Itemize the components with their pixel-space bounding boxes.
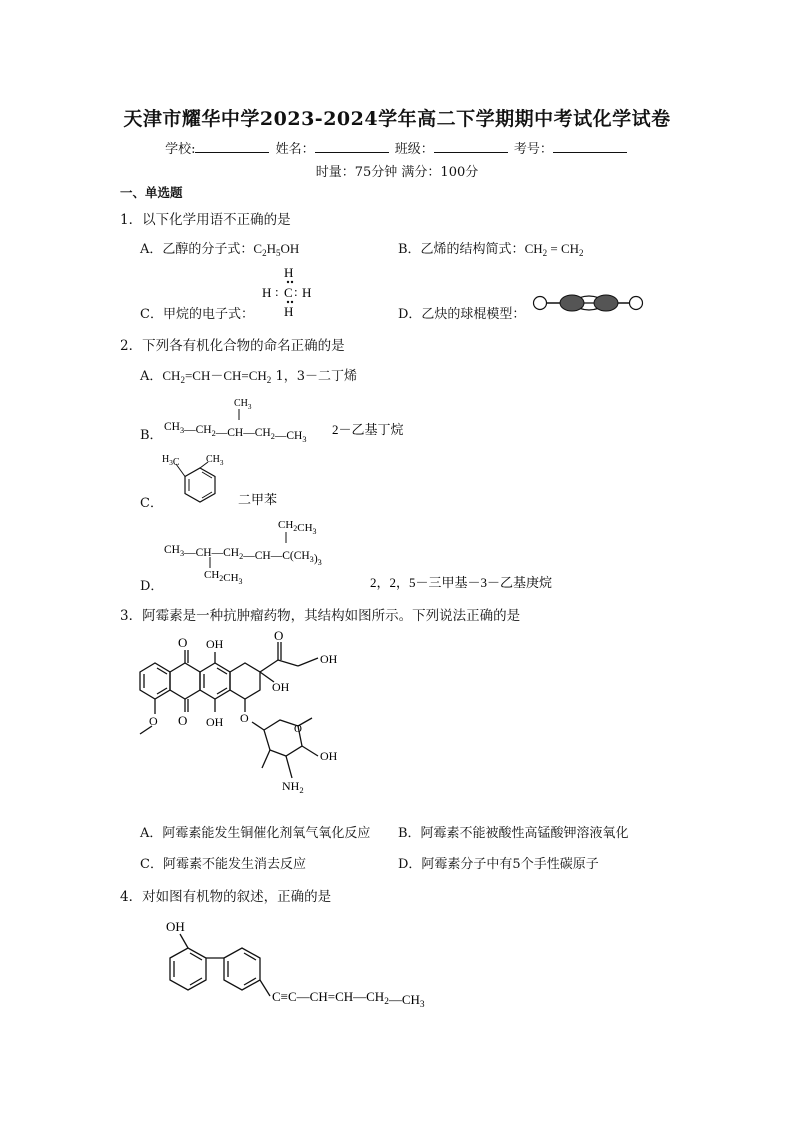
q1-stem: 1．以下化学用语不正确的是	[120, 212, 291, 228]
class-blank[interactable]	[434, 140, 508, 153]
h-atom-left	[534, 297, 547, 310]
q1-a-label: A．乙醇的分子式：	[140, 242, 254, 257]
exam-title: 天津市耀华中学2023-2024学年高二下学期期中考试化学试卷	[123, 108, 671, 130]
q1-c-label: C．甲烷的电子式：	[140, 307, 254, 322]
q1-b-label: B．乙烯的结构简式：	[398, 242, 525, 257]
q3-option-a[interactable]: A．阿霉素能发生铜催化剂氧气氧化反应	[140, 826, 371, 841]
q3-oh-1: OH	[206, 637, 224, 651]
methane-sep-right: :	[294, 284, 298, 299]
q4-stem: 4．对如图有机物的叙述，正确的是	[120, 889, 332, 905]
q2-d-structure	[160, 512, 580, 592]
q4-side-chain: $C\equiv C—CH=CH—CH_2—CH_3$	[272, 989, 425, 1010]
q2-a-formula: $CH_2=CH-CH=CH_2$	[162, 368, 272, 385]
q1-option-c[interactable]	[140, 303, 254, 322]
q2-c-right-methyl: $CH_3$	[206, 454, 224, 467]
q4-oh: OH	[166, 919, 185, 934]
q2-c-name: 二甲苯	[238, 492, 278, 507]
name-label: 姓名：	[275, 142, 315, 157]
q1-option-b[interactable]	[398, 238, 584, 258]
acetylene-ball-stick-model	[532, 290, 644, 316]
q2-d-label: D．	[140, 579, 164, 594]
doxorubicin-structure	[122, 628, 382, 814]
q1-d-label: D．乙炔的球棍模型：	[398, 307, 526, 322]
q3-option-d[interactable]: D．阿霉素分子中有5个手性碳原子	[398, 857, 599, 872]
q1-b-formula: $CH_2 = CH_2$	[524, 241, 584, 258]
school-label: 学校:	[165, 142, 196, 157]
q2-c-xylene-structure	[160, 448, 290, 508]
methane-h-right: H	[302, 285, 312, 300]
q3-o-glycoside: O	[240, 711, 249, 725]
q2-b-label: B．	[140, 428, 163, 443]
school-blank[interactable]	[195, 140, 269, 153]
number-label: 考号：	[513, 142, 553, 157]
methane-h-bottom: H	[284, 304, 294, 319]
q3-option-c[interactable]: C．阿霉素不能发生消去反应	[140, 857, 306, 872]
methane-sep-left: :	[275, 284, 279, 299]
q3-oh-4: OH	[272, 680, 290, 694]
q3-oh-5: OH	[320, 749, 338, 763]
q2-d-top-branch: $CH_2CH_3$	[278, 519, 317, 536]
c-atom-left	[560, 295, 584, 311]
methane-c: C	[284, 285, 293, 300]
q2-stem: 2．下列各有机化合物的命名正确的是	[120, 338, 345, 354]
q4-structure	[140, 914, 510, 1014]
name-blank[interactable]	[315, 140, 389, 153]
student-info-line	[0, 138, 794, 157]
q3-o-2: O	[178, 713, 188, 728]
q3-option-b[interactable]: B．阿霉素不能被酸性高锰酸钾溶液氧化	[398, 826, 629, 841]
methane-electron-formula	[258, 264, 322, 320]
q2-a-name: 1，3－二丁烯	[275, 369, 357, 384]
q3-o-1: O	[178, 635, 188, 650]
q2-d-bottom-branch: $CH_2CH_3$	[204, 569, 243, 586]
q1-a-formula: $C_2H_5OH$	[253, 241, 300, 258]
c-atom-right	[594, 295, 618, 311]
q2-c-label: C．	[140, 496, 163, 511]
q1-option-d[interactable]	[398, 303, 525, 322]
q2-a-label: A．	[140, 369, 163, 384]
q2-d-name: 2，2，5－三甲基－3－乙基庚烷	[370, 575, 553, 590]
q3-oh-3: OH	[320, 652, 338, 666]
class-label: 班级：	[394, 142, 434, 157]
q3-o-methoxy: O	[149, 714, 158, 728]
q3-nh2: $NH_2$	[282, 779, 304, 795]
q2-c-left-methyl: $H_3C$	[162, 454, 180, 468]
q2-b-branch: $CH_3$	[234, 398, 252, 411]
q3-oh-2: OH	[206, 715, 224, 729]
q3-o-ketone: O	[274, 628, 284, 643]
h-atom-right	[630, 297, 643, 310]
q3-o-ring: O	[294, 723, 302, 735]
q2-b-main-chain: $CH_3—CH_2—CH—CH_2—CH_3$	[164, 421, 307, 444]
q2-d-main-chain: $CH_3—CH—CH_2—CH—C(CH_3)_3$	[164, 544, 322, 567]
methane-h-top: H	[284, 265, 294, 280]
section-heading: 一、单选题	[120, 185, 183, 200]
methane-h-left: H	[262, 285, 272, 300]
q2-b-name: 2－乙基丁烷	[332, 422, 404, 437]
exam-meta: 时量：75分钟 满分：100分	[315, 165, 479, 180]
q2-option-a[interactable]	[140, 365, 357, 385]
q2-b-structure	[160, 396, 404, 444]
number-blank[interactable]	[553, 140, 627, 153]
q3-stem: 3．阿霉素是一种抗肿瘤药物，其结构如图所示。下列说法正确的是	[120, 608, 521, 624]
q1-option-a[interactable]	[140, 238, 299, 258]
